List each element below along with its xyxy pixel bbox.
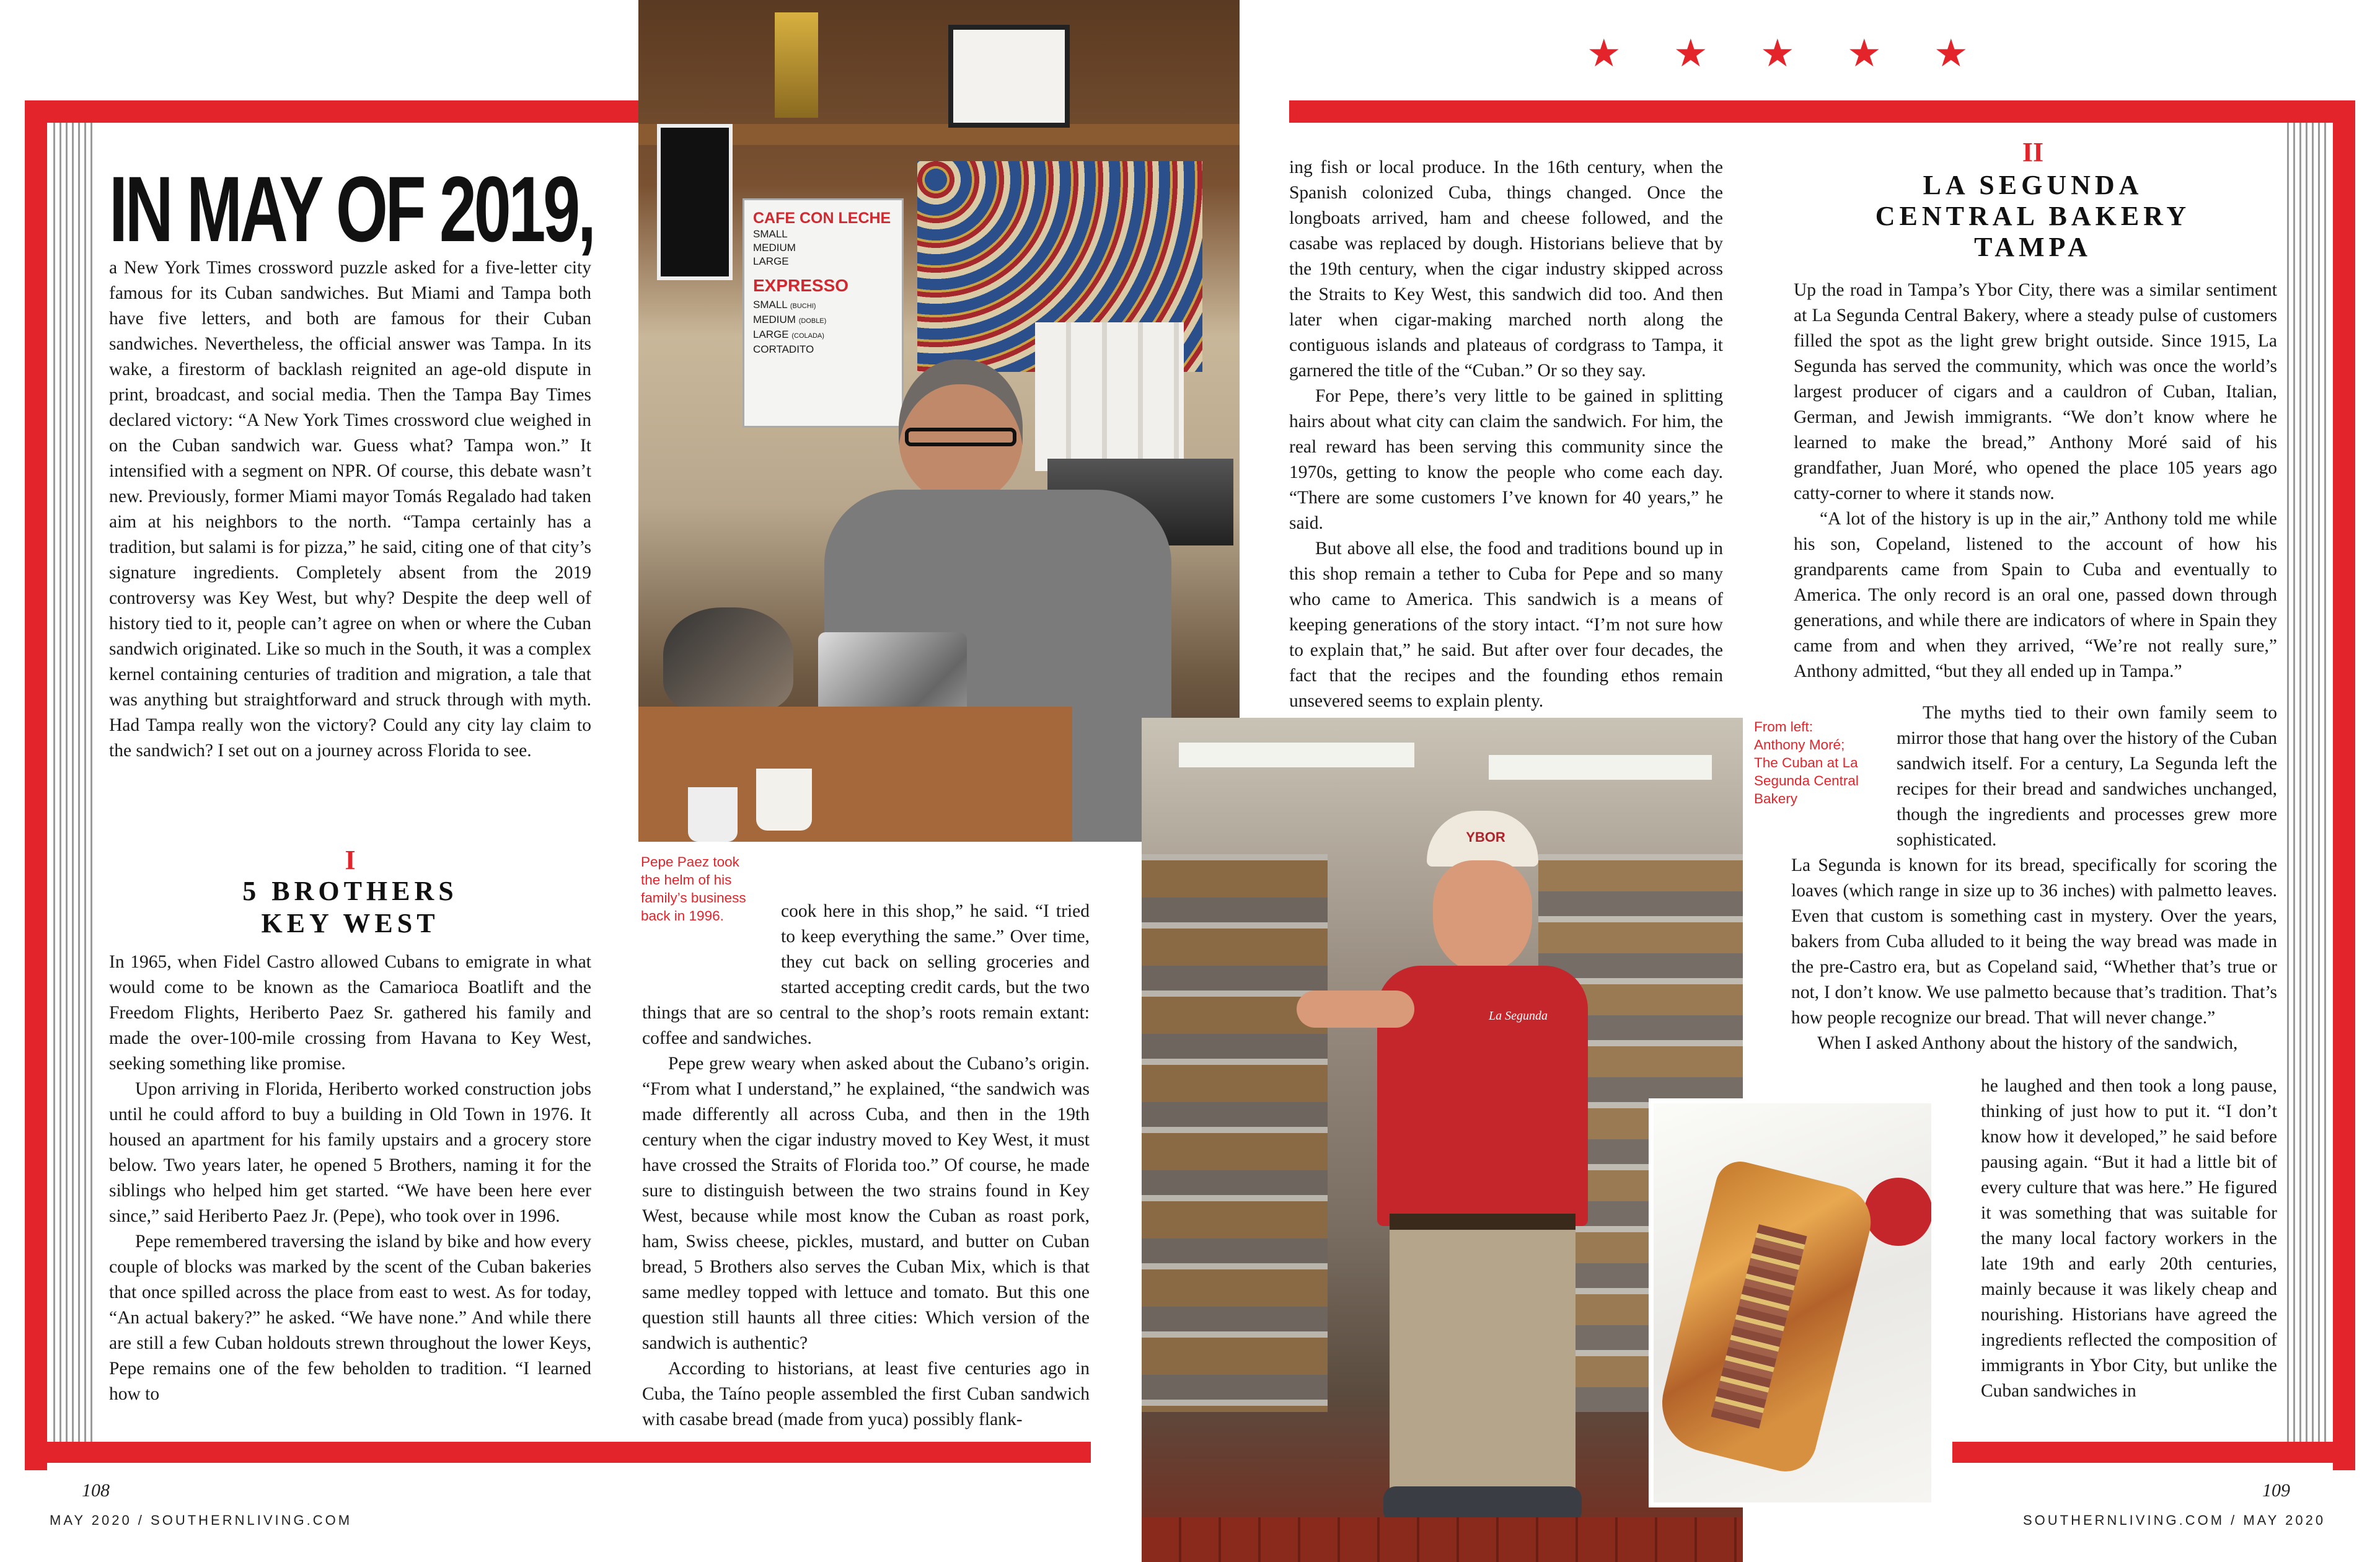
menu-item — [753, 328, 893, 343]
man-face — [1433, 860, 1532, 972]
bread-rack-left — [1142, 854, 1328, 1412]
menu-item-note: (DOBLE) — [798, 317, 827, 325]
right-top-red-bar — [1289, 100, 2355, 123]
page-number-left: 108 — [82, 1480, 110, 1501]
paragraph: “A lot of the history is up in the air,” Anthony told me while his son, Copeland, listened to the account of how his grandparents came from Spain to Cuba and eventually to America. The only record is an oral one, passed down through generations, and while there are indicators of where in Spain they came from and when they arrived, “We’re not really sure,” Anthony admitted, “but they all ended up in Tampa.” — [1794, 509, 2277, 681]
right-side-red-bar — [2333, 100, 2355, 1470]
menu-item-note: (COLADA) — [791, 332, 824, 340]
framed-photo — [948, 25, 1070, 128]
section-1-title — [109, 875, 591, 940]
menu-item-label: SMALL — [753, 299, 788, 311]
paragraph: he laughed and then took a long pause, thinking of just how to put it. “I don’t know how it developed,” he said before pausing again. “But it had a little bit of every culture that was here.” He figured it was something that was suitable for the many local factory workers in the late 19th and early 20th centuries, mainly because it was likely cheap and nourishing. Historians have agreed the ingredients reflected the composition of immigrants in Ybor City, but unlike the Cuban sandwiches in — [1981, 1076, 2277, 1401]
star-icon: ★ — [1934, 30, 1968, 76]
section-2-number: II — [2022, 137, 2044, 167]
photo-caption-pepe: Pepe Paez took the helm of his family’s business back in 1996. — [641, 854, 746, 924]
cup-stack — [1035, 322, 1184, 471]
menu-item: CORTADITO — [753, 343, 814, 355]
column-4-lower-text — [1791, 853, 2277, 1056]
paragraph: Up the road in Tampa’s Ybor City, there was a similar sentiment at La Segunda Central Bakery, where a steady pulse of customers filled the spot as the light grew bright outside. Since 1915, La Segunda has served the community, which was once the world’s largest producer of cigars and a cauldron of Cuban, Italian, German, and Jewish immigrants. “We don’t know where he learned to make the bread,” Anthony Moré said of his grandfather, Juan Moré, who opened the place 105 years ago catty-corner to where it stands now. — [1794, 280, 2277, 503]
page-number-right: 109 — [2262, 1480, 2290, 1501]
column-2-spacer — [642, 899, 781, 992]
ceiling-light — [1489, 755, 1712, 780]
coffee-cup — [756, 769, 812, 831]
paragraph: When I asked Anthony about the history of the sandwich, — [1817, 1033, 2238, 1053]
section-1-text — [109, 950, 591, 1407]
intro-text — [109, 255, 591, 764]
paragraph: ing fish or local produce. In the 16th century, when the Spanish colonized Cuba, things changed. Once the longboats arrived, ham and cheese followed, and the casabe was replaced by dough. Historians believe that by the 19th century, when the cigar industry skipped across the Straits to Key West, this sandwich did too. And then later when cigar-making marched north along the contiguous islands and plateaus of cordgrass to Tampa, it garnered the title of the “Cuban.” Or so they say. — [1289, 157, 1723, 381]
menu-sign — [743, 198, 904, 428]
menu-item: LARGE — [753, 255, 789, 267]
left-top-red-bar — [25, 100, 638, 123]
cap-logo: YBOR — [1466, 829, 1505, 845]
coffee-cup — [688, 787, 738, 842]
menu-item-label: MEDIUM — [753, 314, 796, 325]
logo-s-sign — [657, 124, 733, 280]
star-icon: ★ — [1587, 30, 1621, 76]
paragraph: La Segunda is known for its bread, specifically for scoring the loaves (which range in size up to 36 inches) with palmetto leaves. Even that custom is something cast in mystery. Over the years, bakers from Cuba alluded to it being the way bread was made in the pre-Castro era, but as Copeland said, “Whether that’s true or not, I don’t know. We use palmetto because that’s tradition. That’s how people recognize our bread. That will never change.” — [1791, 855, 2277, 1028]
menu-item-label: LARGE — [753, 329, 789, 340]
paragraph: For Pepe, there’s very little to be gained in splitting hairs about what city can claim the sandwich. For him, the real reward has been serving this community since the 1970s, getting to know the people who come each day. “There are some customers I’ve known for 40 years,” he said. — [1289, 386, 1723, 533]
section-1-title-line: KEY WEST — [261, 908, 439, 938]
left-vertical-rules — [53, 123, 94, 1442]
column-4-top-text — [1794, 278, 2277, 684]
paragraph: cook here in this shop,” he said. “I tried to keep everything the same.” Over time, they cut back on selling groceries and started accepting credit cards, but the two things that are so central to the shop’s roots remain extant: coffee and sandwiches. — [642, 901, 1090, 1048]
man-glasses — [905, 428, 1016, 446]
star-icon: ★ — [1673, 30, 1708, 76]
paragraph: According to historians, at least five centuries ago in Cuba, the Taíno people assembled the first Cuban sandwich with casabe bread (made from yuca) possibly flank- — [642, 1359, 1090, 1429]
footer-left: MAY 2020 / SOUTHERNLIVING.COM — [50, 1512, 353, 1528]
column-4-bottom-text — [1981, 1074, 2277, 1404]
menu-title: CAFE CON LECHE — [753, 210, 891, 227]
paragraph: a New York Times crossword puzzle asked for a five-letter city famous for its Cuban sandwiches. But Miami and Tampa both have five letters, and both are famous for their Cuban sandwiches. Nevertheless, the official answer was Tampa. In its wake, a firestorm of backlash reignited an age-old dispute in print, broadcast, and social media. Then the Tampa Bay Times declared victory: “A New York Times crossword clue weighed in on the Cuban sandwich war. Guess what? Tampa won.” It intensified with a segment on NPR. Of course, this debate wasn’t new. Previously, former Miami mayor Tomás Regalado had taken aim at his neighbors to the north. “Tampa certainly has a tradition, but salami is for pizza,” he said, citing one of that city’s signature ingredients. Completely absent from the 2019 controversy was Key West, but why? Despite the deep well of history tied to it, people can’t agree on when or where the Cuban sandwich originated. Like so much in the South, it was a complex kernel containing centuries of tradition and migration, a tale that was anything but straightforward and struck through with myth. Had Tampa really won the victory? Could any city lay claim to the sandwich? I set out on a journey across Florida to see. — [109, 258, 591, 761]
la-segunda-seal — [1864, 1178, 1933, 1246]
section-2-title-line: CENTRAL BAKERY — [1875, 201, 2191, 231]
left-bottom-red-bar — [25, 1442, 1091, 1463]
left-side-red-bar — [25, 100, 47, 1470]
section-2-title-line: LA SEGUNDA — [1923, 170, 2143, 200]
man-arm — [1297, 991, 1414, 1028]
menu-item-note: (BUCHI) — [790, 302, 816, 310]
paragraph: The myths tied to their own family seem to mirror those that hang over the history of the Cuban sandwich itself. For a century, La Segunda left the recipes for their bread and sandwiches unchanged, though the ingredients and processes grew more sophisticated. — [1897, 703, 2277, 850]
right-vertical-rules — [2287, 123, 2328, 1442]
star-icon: ★ — [1847, 30, 1882, 76]
coffee-pot — [663, 607, 793, 713]
footer-right: SOUTHERNLIVING.COM / MAY 2020 — [2023, 1512, 2326, 1528]
shirt-logo: La Segunda — [1489, 1009, 1548, 1023]
tile-floor — [1142, 1517, 1743, 1562]
paragraph: Upon arriving in Florida, Heriberto worked construction jobs until he could afford to buy a building in Old Town in 1976. It housed an apartment for his family upstairs and a grocery store below. Two years later, he opened 5 Brothers, naming it for the siblings who helped him get started. “We have been here ever since,” said Heriberto Paez Jr. (Pepe), who took over in 1996. — [109, 1079, 591, 1226]
belt — [1390, 1214, 1576, 1230]
section-2-title — [1797, 170, 2268, 263]
paragraph: In 1965, when Fidel Castro allowed Cubans to emigrate in what would come to be known as the Camarioca Boatlift and the Freedom Flights, Heriberto Paez Sr. gathered his family and made the over-100-mile crossing from Havana to Key West, seeking something like promise. — [109, 952, 591, 1074]
photo-cuban-sandwich — [1649, 1098, 1936, 1507]
star-icon: ★ — [1760, 30, 1795, 76]
section-1-title-line: 5 BROTHERS — [242, 876, 458, 906]
section-2-title-line: TAMPA — [1974, 232, 2092, 262]
section-1-number: I — [345, 845, 356, 875]
paragraph: Pepe remembered traversing the island by bike and how every couple of blocks was marked by the scent of the Cuban bakeries that once spilled across the place from east to west. As for today, “An actual bakery?” he asked. “We have none.” And while there are still a few Cuban holdouts strewn throughout the lower Keys, Pepe remains one of the few beholden to tradition. “I learned how to — [109, 1232, 591, 1404]
menu-item — [753, 298, 893, 313]
paragraph: Pepe grew weary when asked about the Cubano’s origin. “From what I understand,” he explained, “the sandwich was made differently all across Cuba, and then in the 19th century when the cigar industry moved to Key West, it must have crossed the Straits of Florida too.” Of course, he made sure to distinguish between the two strains found in Key West, because while most know the Cuban as roast pork, ham, Swiss cheese, pickles, mustard, and butter on Cuban bread, 5 Brothers also serves the Cuban Mix, which is that same medley topped with lettuce and tomato. But this one question still haunts all three cities: Which version of the sandwich is authentic? — [642, 1054, 1090, 1353]
khaki-pants — [1390, 1230, 1576, 1490]
trophy-icon — [775, 12, 818, 118]
column-3-text — [1289, 155, 1723, 714]
menu-item: MEDIUM — [753, 242, 796, 254]
right-bottom-red-bar — [1952, 1442, 2355, 1463]
column-2-text — [642, 899, 1090, 1432]
headline: IN MAY OF 2019, — [109, 157, 594, 261]
menu-item: SMALL — [753, 228, 788, 240]
ceiling-light — [1179, 743, 1414, 767]
photo-pepe-paez — [638, 0, 1240, 842]
photo-caption-la-segunda: From left: Anthony Moré; The Cuban at La Segunda Central Bakery — [1754, 719, 1859, 806]
column-4-mid-text — [1897, 700, 2277, 853]
paragraph: But above all else, the food and traditions bound up in this shop remain a tether to Cuba for Pepe and so many who came to America. This sandwich is a means of keeping generations of the story intact. “I’m not sure how to explain that,” he said. But after over four decades, the fact that the recipes and the founding ethos remain unsevered seems to explain plenty. — [1289, 539, 1723, 711]
menu-item — [753, 313, 893, 328]
menu-title: EXPRESSO — [753, 276, 849, 295]
